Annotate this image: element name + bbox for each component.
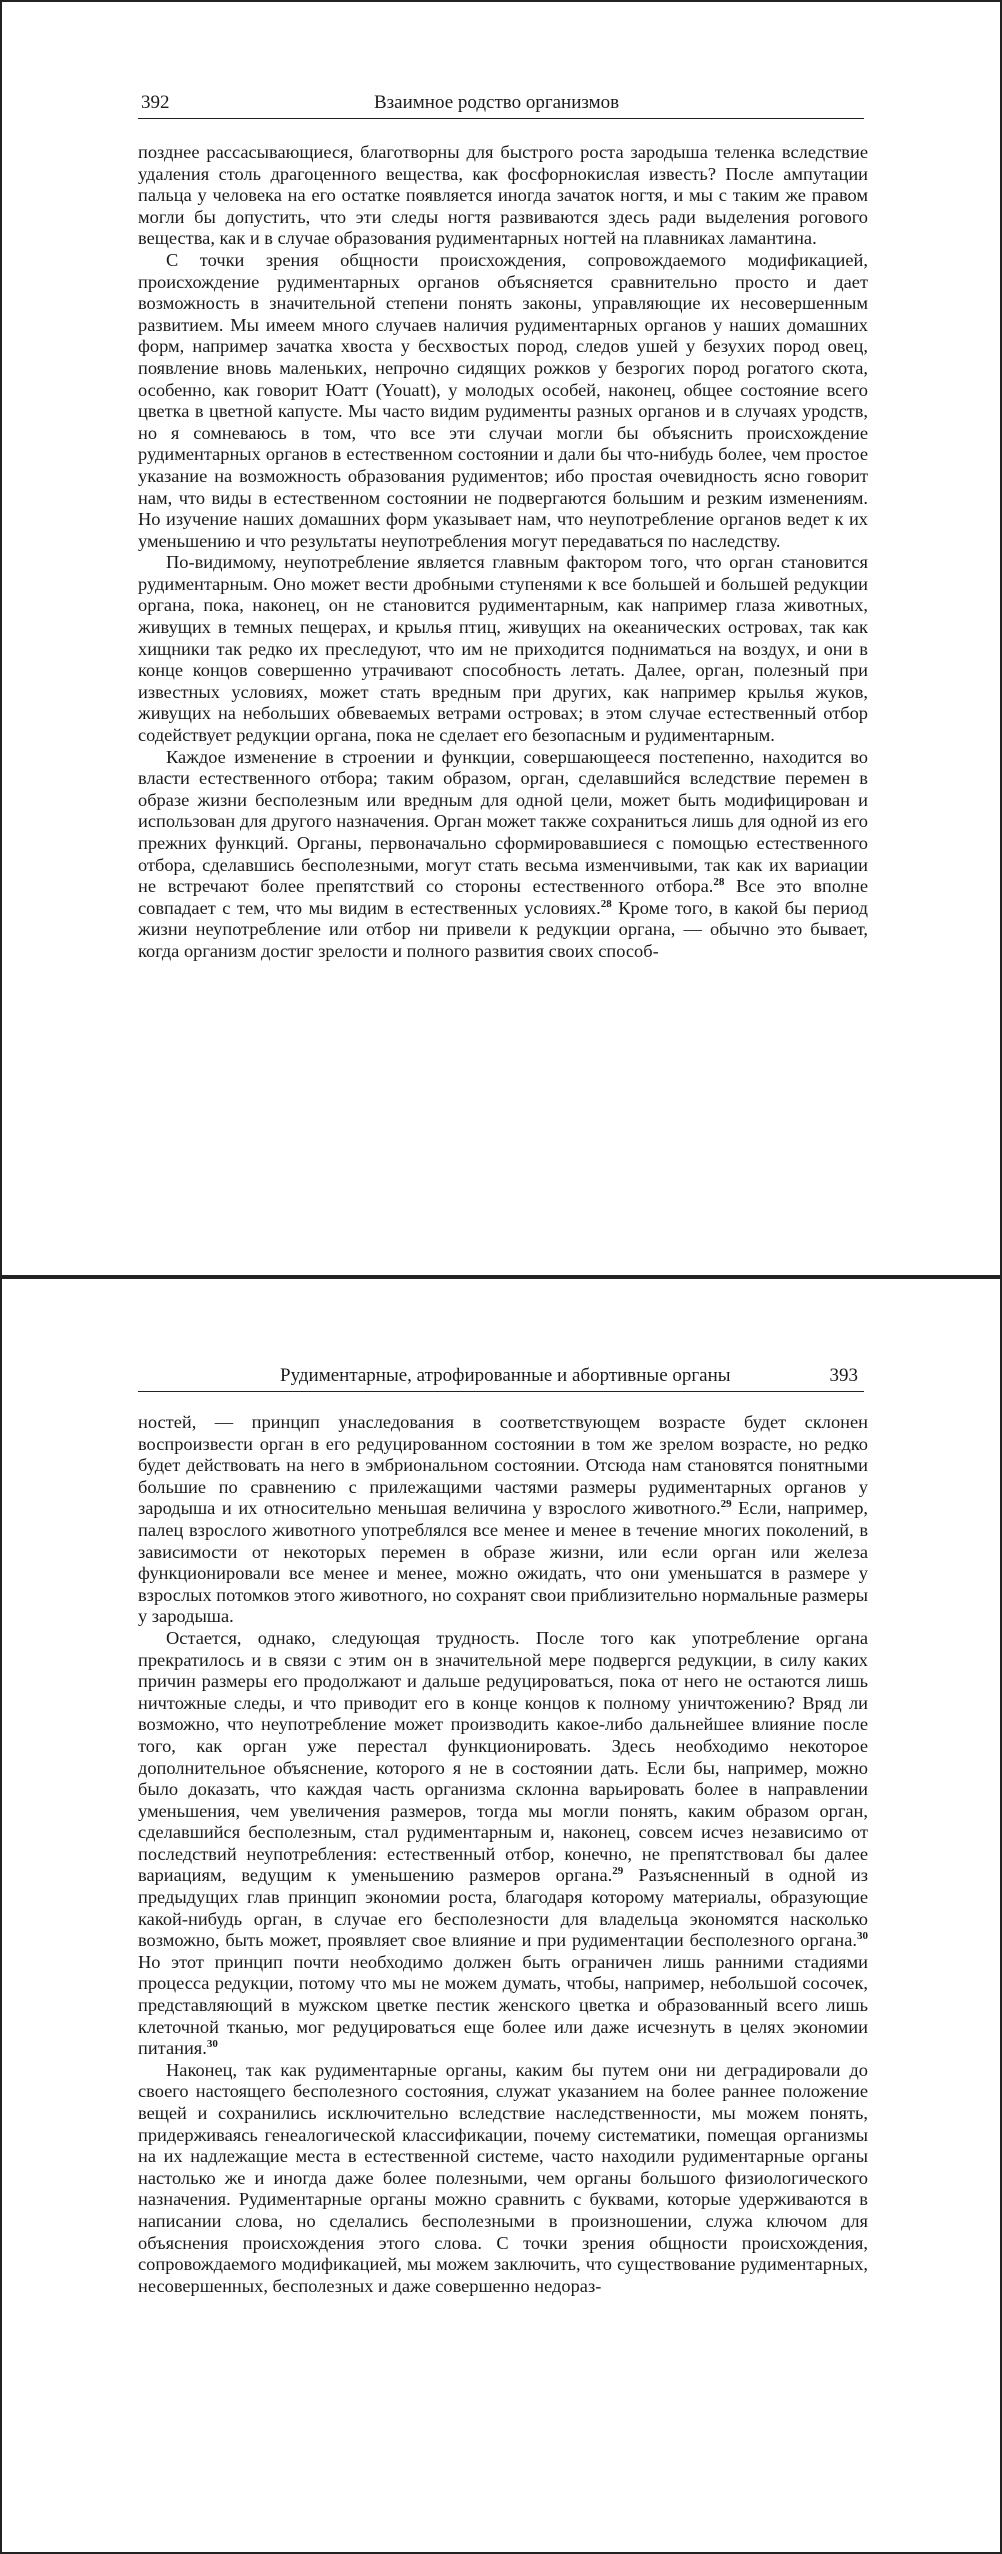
paragraph <box>138 1628 868 2060</box>
page-body <box>138 142 868 963</box>
paragraph-text: Остается, однако, следующая трудность. После того как употребление органа прекратилось и в связи с этим он в значительной мере подвергся редукции, в силу каких причин размеры его продолжают и дальше редуцироваться, пока от него не остаются лишь ничтожные следы, и что приводит его в конце концов к полному уничтожению? Вряд ли возможно, что неупотребление может производить какое-либо дальнейшее влияние после того, как орган уже перестал функционировать. Здесь необходимо некоторое дополнительное объяснение, которого я не в состоянии дать. Если бы, например, можно было доказать, что каждая часть организма склонна варьировать более в направлении уменьшения, чем увеличения размеров, тогда мы могли понять, каким образом орган, сделавшийся бесполезным, стал рудиментарным и, наконец, совсем исчез независимо от последствий неупотребления: естественный отбор, конечно, не препятствовал бы далее вариациям, ведущим к уменьшению размеров органа. <box>138 1627 868 1886</box>
paragraph: Наконец, так как рудиментарные органы, каким бы путем они ни деградировали до своего настоящего бесполезного состояния, служат указанием на более раннее положение вещей и сохранились исключительно вследствие наследственности, мы можем понять, придерживаясь генеалогической классификации, почему систематики, помещая организмы на их надлежащие места в естественной системе, часто находили рудиментарные органы настолько же и иногда даже более полезными, чем органы большого физиологического назначения. Рудиментарные органы можно сравнить с буквами, которые удерживаются в написании слова, но сделались бесполезными в произношении, служа ключом для объяснения происхождения этого слова. С точки зрения общности происхождения, сопровождаемого модификацией, мы можем заключить, что существование рудиментарных, несовершенных, бесполезных и даже совершенно недораз- <box>138 2059 868 2296</box>
paragraph: По-видимому, неупотребление является главным фактором того, что орган становится рудиментарным. Оно может вести дробными ступенями к все большей и большей редукции органа, пока, наконец, он не становится рудиментарным, как например глаза животных, живущих в темных пещерах, и крылья птиц, живущих на океанических островах, так как хищники так редко их преследуют, что им не приходится подниматься на воздух, и они в конце концов совершенно утрачивают способность летать. Далее, орган, полезный при известных условиях, может стать вредным при других, как например крылья жуков, живущих на небольших обвеваемых ветрами островах; в этом случае естественный отбор содействует редукции органа, пока не сделает его безопасным и рудиментарным. <box>138 552 868 746</box>
footnote-ref: 30 <box>857 1930 868 1943</box>
paragraph-text: Все это вполне совпадает с тем, что мы видим в естественных условиях. <box>138 876 869 918</box>
running-header <box>138 88 864 119</box>
paragraph-text: Если, например, палец взрослого животного употреблялся все менее и менее в течение многих поколений, в зависимости от некоторых перемен в образе жизни, или если орган или железа функционировали все менее и менее, можно ожидать, что они уменьшатся в размере у взрослых потомков этого животного, но сохранят свои приблизительно нормальные размеры у зародыша. <box>138 1498 868 1627</box>
footnote-ref: 28 <box>713 876 725 889</box>
paragraph-text: ностей, — принцип унаследования в соответствующем возрасте будет склонен воспроизвести орган в его редуцированном состоянии в том же зрелом возрасте, но редко будет действовать на него в эмбриональном состоянии. Отсюда нам становятся понятными большие по сравнению с прилежащими частями размеры рудиментарных органов у зародыша и их относительно меньшая величина у взрослого животного. <box>138 1412 868 1519</box>
running-title: Рудиментарные, атрофированные и абортивные органы <box>280 1365 731 1386</box>
paragraph-text: Но этот принцип почти необходимо должен быть ограничен лишь ранними стадиями процесса редукции, потому что мы не можем думать, чтобы, например, небольшой сосочек, представляющий в мужском цветке пестик женского цветка и образованный всего лишь клеточной тканью, мог редуцироваться еще более или даже исчезнуть в целях экономии питания. <box>138 1951 868 2059</box>
paragraph <box>138 747 868 963</box>
paragraph: позднее рассасывающиеся, благотворны для быстрого роста зародыша теленка вследствие удаления столь драгоценного вещества, как фосфорнокислая известь? После ампутации пальца у человека на его остатке появляется иногда зачаток ногтя, и мы с таким же правом могли бы допустить, что эти следы ногтя развиваются здесь ради выделения рогового вещества, как и в случае образования рудиментарных ногтей на плавниках ламантина. <box>138 142 868 249</box>
page-body <box>138 1412 868 2297</box>
running-title: Взаимное родство организмов <box>374 92 620 113</box>
footnote-ref: 29 <box>720 1498 732 1511</box>
paragraph <box>138 1412 868 1628</box>
paragraph-text: Каждое изменение в строении и функции, совершающееся постепенно, находится во власти естественного отбора; таким образом, орган, сделавшийся вследствие перемен в образе жизни бесполезным или вредным для одной цели, может быть модифицирован и использован для другого назначения. Орган может также сохраниться лишь для одной из его прежних функций. Органы, первоначально сформировавшиеся с помощью естественного отбора, сделавшись бесполезными, могут стать весьма изменчивыми, так как их вариации не встречают более препятствий со стороны естественного отбора. <box>138 746 868 897</box>
page-393 <box>0 1277 1002 2554</box>
footnote-ref: 28 <box>600 897 612 910</box>
page-number: 393 <box>829 1365 858 1386</box>
paragraph-text: Разъясненный в одной из предыдущих глав принцип экономии роста, благодаря которому материалы, образующие какой-нибудь орган, в случае его бесполезности для владельца экономятся насколько возможно, быть может, проявляет свое влияние и при рудиментации бесполезного органа. <box>138 1865 868 1951</box>
running-header <box>138 1361 864 1392</box>
paragraph: С точки зрения общности происхождения, сопровождаемого модификацией, происхождение рудиментарных органов объясняется сравнительно просто и дает возможность в значительной степени понять законы, управляющие их несовершенным развитием. Мы имеем много случаев наличия рудиментарных органов у наших домашних форм, например зачатка хвоста у бесхвостых пород, следов ушей у безухих пород овец, появление вновь маленьких, непрочно сидящих рожков у безрогих пород рогатого скота, особенно, как говорит Юатт (Youatt), у молодых особей, наконец, общее состояние всего цветка в цветной капусте. Мы часто видим рудименты разных органов и в случаях уродств, но я сомневаюсь в том, что все эти случаи могли бы объяснить происхождение рудиментарных органов в естественном состоянии и дали бы что-нибудь более, чем простое указание на возможность образования рудиментов; ибо простая очевидность ясно говорит нам, что виды в естественном состоянии не подвергаются большим и резким изменениям. Но изучение наших домашних форм указывает нам, что неупотребление органов ведет к их уменьшению и что результаты неупотребления могут передаваться по наследству. <box>138 249 868 551</box>
footnote-ref: 30 <box>206 2038 218 2051</box>
footnote-ref: 29 <box>612 1865 624 1878</box>
page-number: 392 <box>141 92 170 113</box>
paragraph-text: Кроме того, в какой бы период жизни неупотребление или отбор ни привели к редукции органа, — обычно это бывает, когда организм достиг зрелости и полного развития своих способ- <box>138 897 868 961</box>
